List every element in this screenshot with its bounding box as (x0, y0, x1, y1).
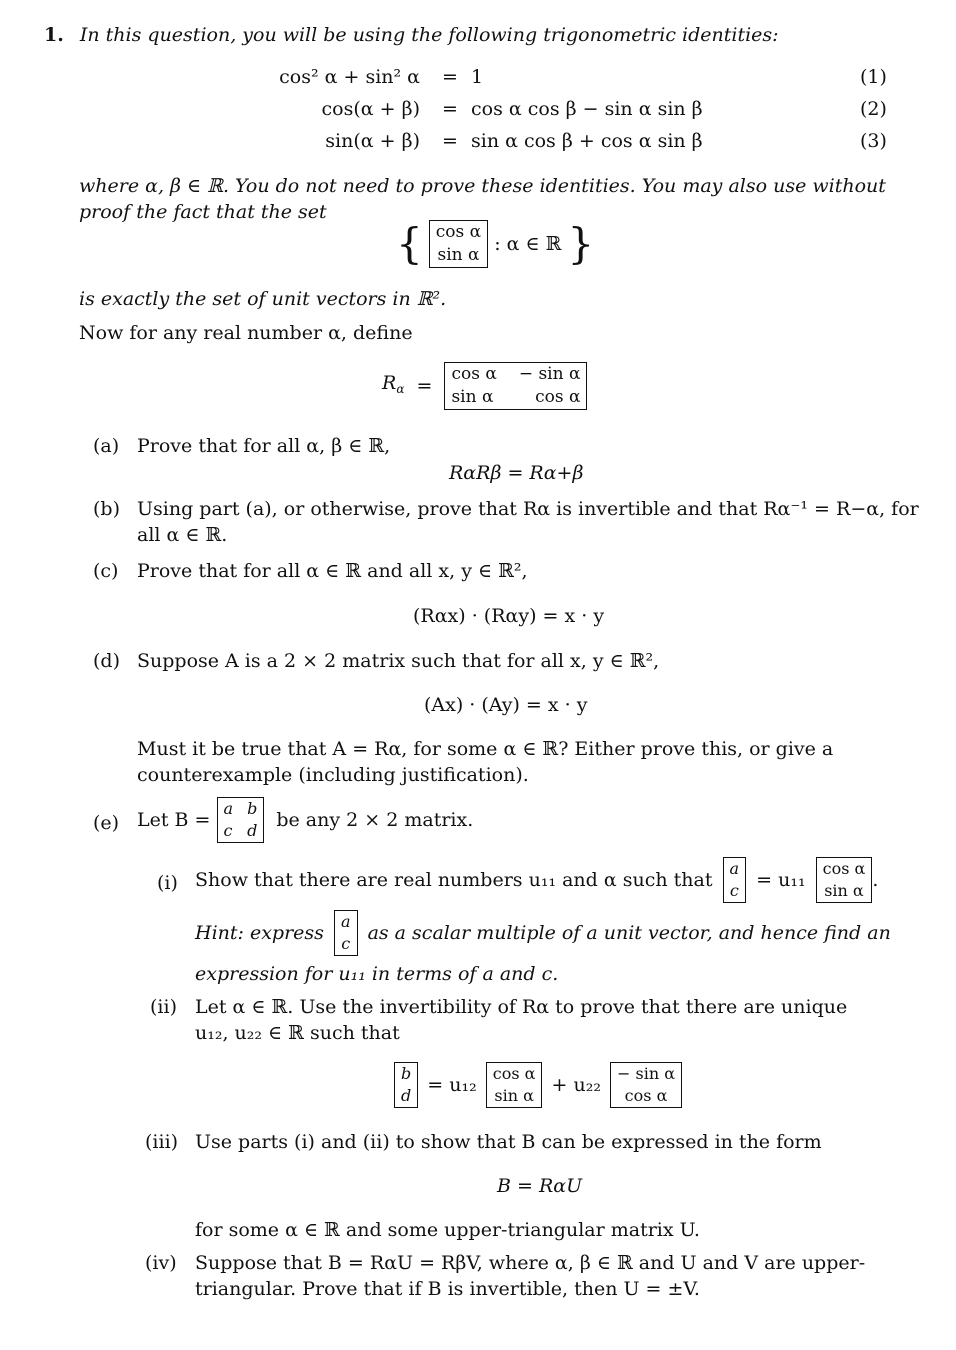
set-vector-bottom: sin α (437, 245, 480, 265)
part-e-i-hint (195, 910, 891, 956)
question-header (44, 22, 779, 48)
b-m21: c (223, 821, 233, 840)
identity-3-lhs: sin(α + β) (325, 130, 420, 152)
b-m22: d (247, 821, 258, 840)
define-text: Now for any real number α, define (79, 322, 413, 344)
identity-3-rhs: sin α cos β + cos α sin β (471, 130, 703, 152)
part-d-question-line-2: counterexample (including justification). (137, 764, 529, 786)
part-e-let: Let B = (137, 809, 211, 831)
part-a-equation: RαRβ = Rα+β (449, 462, 584, 484)
identity-1-lhs: cos² α + sin² α (279, 66, 420, 88)
question-intro: In this question, you will be using the following trigonometric identities: (79, 24, 779, 46)
part-e-iv-label: (iv) (145, 1252, 177, 1274)
equation-number-3: (3) (860, 130, 887, 152)
equation-number-1: (1) (860, 66, 887, 88)
set-vector-top: cos α (435, 222, 482, 242)
identity-3-eq: = (442, 130, 458, 152)
part-e-i-text: Show that there are real numbers u₁₁ and α such that (195, 869, 713, 891)
part-e-ii-label: (ii) (150, 996, 177, 1018)
r-alpha-symbol: $R_\alpha$ (382, 372, 405, 396)
part-b-line-2: all α ∈ ℝ. (137, 524, 228, 546)
b-m12: b (247, 799, 258, 818)
identity-1-eq: = (442, 66, 458, 88)
hint-a: Hint: express (195, 922, 324, 944)
part-c-equation: (Rαx) · (Rαy) = x · y (413, 605, 605, 627)
part-e-iv-line-2: triangular. Prove that if B is invertible, then U = ±V. (195, 1278, 700, 1300)
part-e-iii-after: for some α ∈ ℝ and some upper-triangular matrix U. (195, 1219, 700, 1241)
matrix-b (217, 797, 265, 843)
part-b-line-1: Using part (a), or otherwise, prove that Rα is invertible and that Rα⁻¹ = R−α, for (137, 498, 919, 520)
part-e-intro (137, 797, 473, 843)
vector-bd: b d (394, 1062, 418, 1108)
part-d-text: Suppose A is a 2 × 2 matrix such that for all x, y ∈ ℝ², (137, 650, 660, 672)
part-b-label: (b) (93, 498, 120, 520)
part-d-label: (d) (93, 650, 120, 672)
where-line-2: proof the fact that the set (79, 201, 327, 223)
unit-vector-set (396, 220, 594, 268)
rotation-matrix-definition (382, 362, 587, 410)
r-def-equals: = (416, 375, 433, 397)
identity-2-rhs: cos α cos β − sin α sin β (471, 98, 703, 120)
part-e-i-eq: = u₁₁ (756, 869, 806, 891)
hint-vector-ac: a c (334, 910, 358, 956)
part-e-i-label: (i) (157, 872, 178, 894)
part-e-iii-equation: B = RαU (497, 1175, 583, 1197)
part-d-question-line-1: Must it be true that A = Rα, for some α ∈ ℝ? Either prove this, or give a (137, 738, 834, 760)
part-e-label: (e) (93, 812, 120, 834)
hint-c: expression for u₁₁ in terms of a and c. (195, 963, 559, 985)
part-e-ii-line-2: u₁₂, u₂₂ ∈ ℝ such that (195, 1022, 400, 1044)
identity-1-rhs: 1 (471, 66, 484, 88)
where-line-1: where α, β ∈ ℝ. You do not need to prove these identities. You may also use without (79, 175, 886, 197)
part-e-ii-equation (394, 1062, 682, 1108)
r-m22: cos α (535, 387, 581, 407)
part-a-label: (a) (93, 435, 120, 457)
part-d-equation: (Ax) · (Ay) = x · y (424, 694, 588, 716)
b-m11: a (223, 799, 234, 818)
identity-2-eq: = (442, 98, 458, 120)
identity-2-lhs: cos(α + β) (321, 98, 420, 120)
set-condition: : α ∈ ℝ (494, 233, 562, 255)
part-c-text: Prove that for all α ∈ ℝ and all x, y ∈ ℝ², (137, 560, 528, 582)
set-right-brace: } (567, 219, 595, 268)
unit-vectors-text: is exactly the set of unit vectors in ℝ². (79, 288, 447, 310)
part-e-iii-label: (iii) (145, 1131, 179, 1153)
equation-number-2: (2) (860, 98, 887, 120)
part-e-iv-line-1: Suppose that B = RαU = RβV, where α, β ∈ ℝ and U and V are upper- (195, 1252, 866, 1274)
hint-b: as a scalar multiple of a unit vector, and hence find an (367, 922, 891, 944)
r-m21: sin α (451, 387, 494, 407)
unit-vector-cos-sin: cos α sin α (816, 857, 873, 903)
set-left-brace: { (396, 219, 423, 268)
part-e-ii-line-1: Let α ∈ ℝ. Use the invertibility of Rα to prove that there are unique (195, 996, 848, 1018)
part-a-text: Prove that for all α, β ∈ ℝ, (137, 435, 391, 457)
r-alpha-matrix (444, 362, 587, 410)
question-number: 1. (44, 24, 64, 46)
vector-ac: a c (723, 857, 747, 903)
r-m11: cos α (451, 364, 497, 384)
vector-cos-sin: cos α sin α (486, 1062, 543, 1108)
r-m12: − sin α (518, 364, 581, 384)
vector-neg-sin-cos: − sin α cos α (610, 1062, 682, 1108)
set-vector (429, 220, 488, 268)
part-e-ii-plus: + u₂₂ (551, 1074, 601, 1096)
part-e-rest: be any 2 × 2 matrix. (276, 809, 474, 831)
part-c-label: (c) (93, 560, 119, 582)
part-e-iii-text: Use parts (i) and (ii) to show that B can be expressed in the form (195, 1131, 822, 1153)
part-e-ii-eq1: = u₁₂ (427, 1074, 477, 1096)
part-e-i-statement: Show that there are real numbers u₁₁ and α such that a c = u₁₁ cos α sin α . (195, 857, 878, 903)
